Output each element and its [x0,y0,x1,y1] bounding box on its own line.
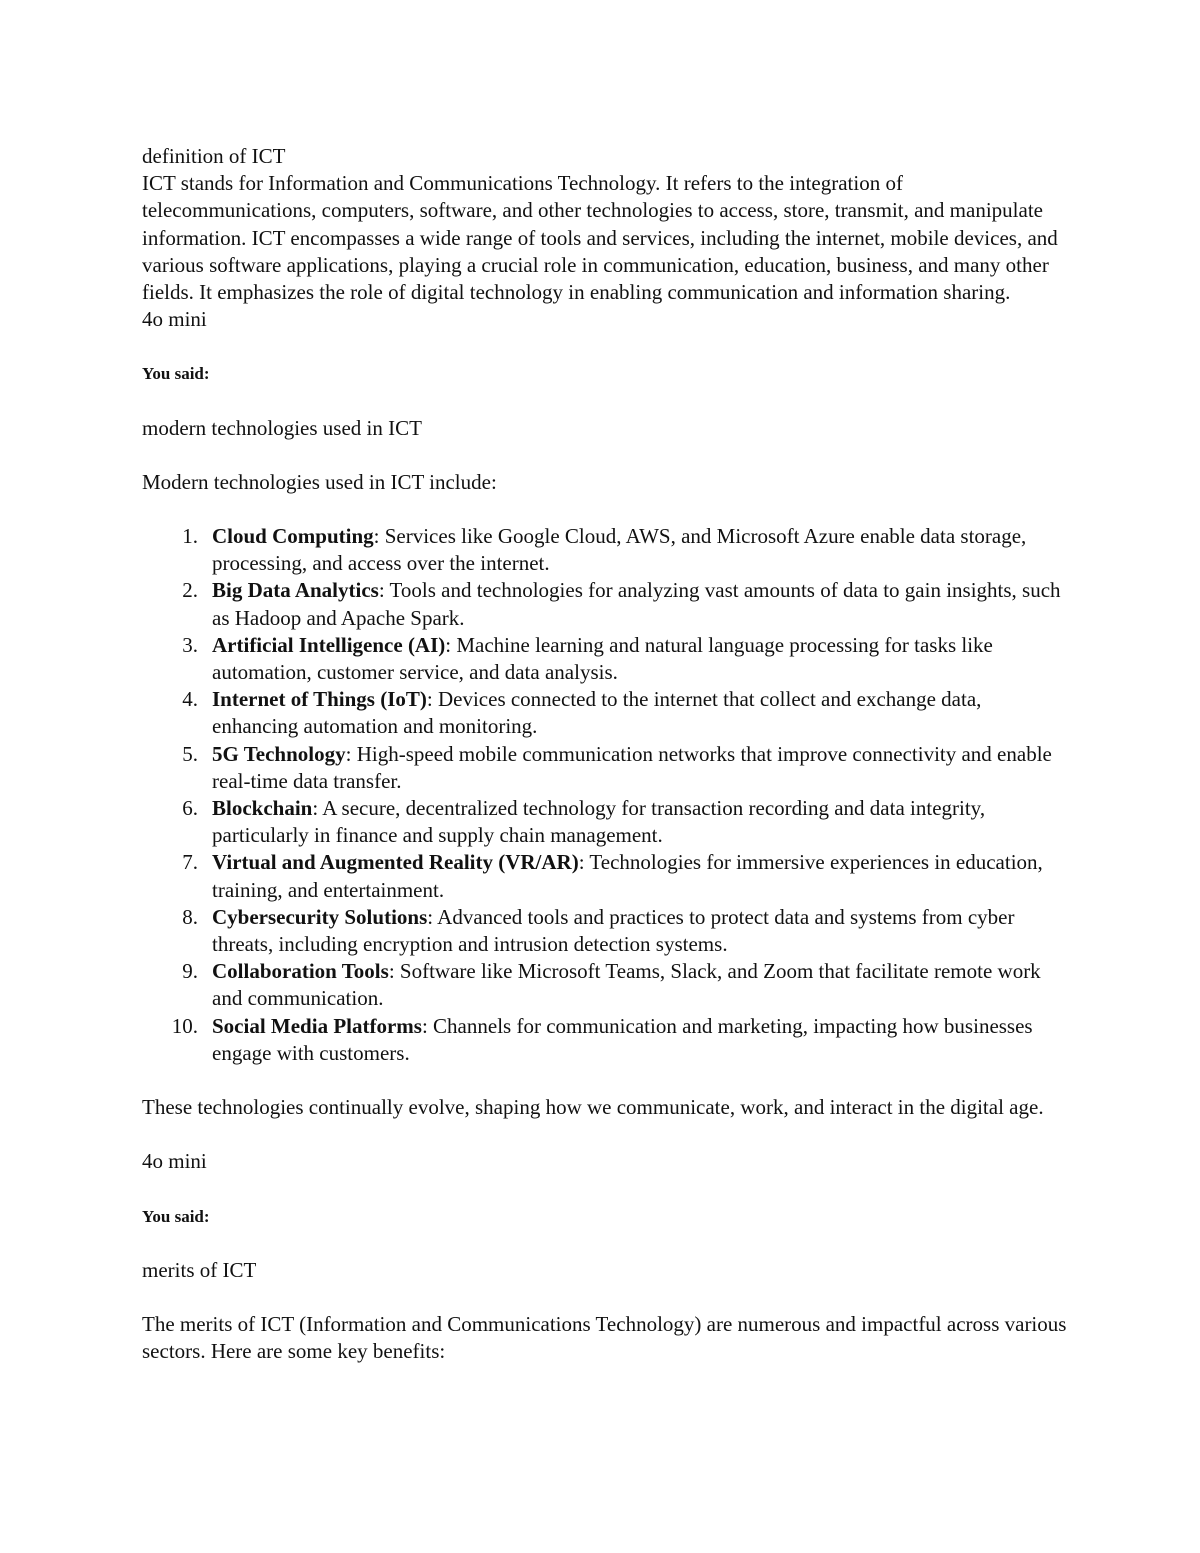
section-title: definition of ICT [142,144,286,168]
list-item [142,741,1072,795]
list-number: 7. [182,850,198,875]
document-page [142,143,1072,1365]
list-number: 4. [182,687,198,712]
list-term: Cloud Computing [212,524,374,549]
list-description: : Machine learning and natural language processing for tasks like automation, customer service, and data analysis. [212,632,993,685]
list-item [142,577,1072,631]
list-item [142,958,1072,1012]
list-item [142,795,1072,849]
list-term: Virtual and Augmented Reality (VR/AR) [212,850,579,875]
list-term: Artificial Intelligence (AI) [212,632,446,657]
list-number: 6. [182,796,198,821]
answer-intro: The merits of ICT (Information and Communications Technology) are numerous and impactful across various sectors. Here are some key benefits: [142,1311,1067,1364]
list-number: 8. [182,904,198,929]
list-number: 9. [182,959,198,984]
list-term: Collaboration Tools [212,959,389,984]
you-said-label: You said: [142,1206,210,1226]
technology-list [142,523,1072,1067]
list-description: : Technologies for immersive experiences in education, training, and entertainment. [212,850,1043,902]
list-number: 1. [182,524,198,549]
model-label: 4o mini [142,307,207,332]
list-description: : Services like Google Cloud, AWS, and Microsoft Azure enable data storage, processing, and access over the internet. [212,524,1027,576]
user-question: modern technologies used in ICT [142,415,422,440]
list-item [142,904,1072,958]
list-number: 2. [182,578,198,603]
list-description: : Devices connected to the internet that collect and exchange data, enhancing automation and monitoring. [212,687,982,739]
model-label: 4o mini [142,1149,207,1174]
list-number: 3. [182,632,198,657]
list-item [142,523,1072,577]
list-number: 10. [171,1013,198,1038]
list-description: : Tools and technologies for analyzing vast amounts of data to gain insights, such as Hadoop and Apache Spark. [212,578,1061,630]
definition-paragraph: ICT stands for Information and Communications Technology. It refers to the integration of telecommunications, computers, software, and other technologies to access, store, transmit, and manipulate information. ICT encompasses a wide range of tools and services, including the internet, mobile devices, and various software applications, playing a crucial role in communication, education, business, and many other fields. It emphasizes the role of digital technology in enabling communication and information sharing. [142,171,1058,305]
list-term: Cybersecurity Solutions [212,904,428,929]
list-term: Social Media Platforms [212,1013,422,1038]
list-item [142,632,1072,686]
list-term: Internet of Things (IoT) [212,687,427,712]
list-item [142,686,1072,740]
list-description: : High-speed mobile communication networks that improve connectivity and enable real-time data transfer. [212,741,1052,793]
list-number: 5. [182,741,198,766]
list-description: : A secure, decentralized technology for transaction recording and data integrity, particularly in finance and supply chain management. [212,796,986,848]
user-question: merits of ICT [142,1257,257,1282]
you-said-label: You said: [142,364,210,384]
list-description: : Channels for communication and marketing, impacting how businesses engage with customers. [212,1013,1033,1065]
answer-intro: Modern technologies used in ICT include: [142,469,497,494]
list-item [142,1013,1072,1067]
list-description: : Software like Microsoft Teams, Slack, and Zoom that facilitate remote work and communication. [212,959,1041,1011]
list-item [142,849,1072,903]
list-term: Blockchain [212,796,313,821]
list-term: 5G Technology [212,741,346,766]
list-term: Big Data Analytics [212,578,379,603]
answer-conclusion: These technologies continually evolve, shaping how we communicate, work, and interact in the digital age. [142,1095,1044,1120]
list-description: : Advanced tools and practices to protect data and systems from cyber threats, including encryption and intrusion detection systems. [212,904,1015,957]
